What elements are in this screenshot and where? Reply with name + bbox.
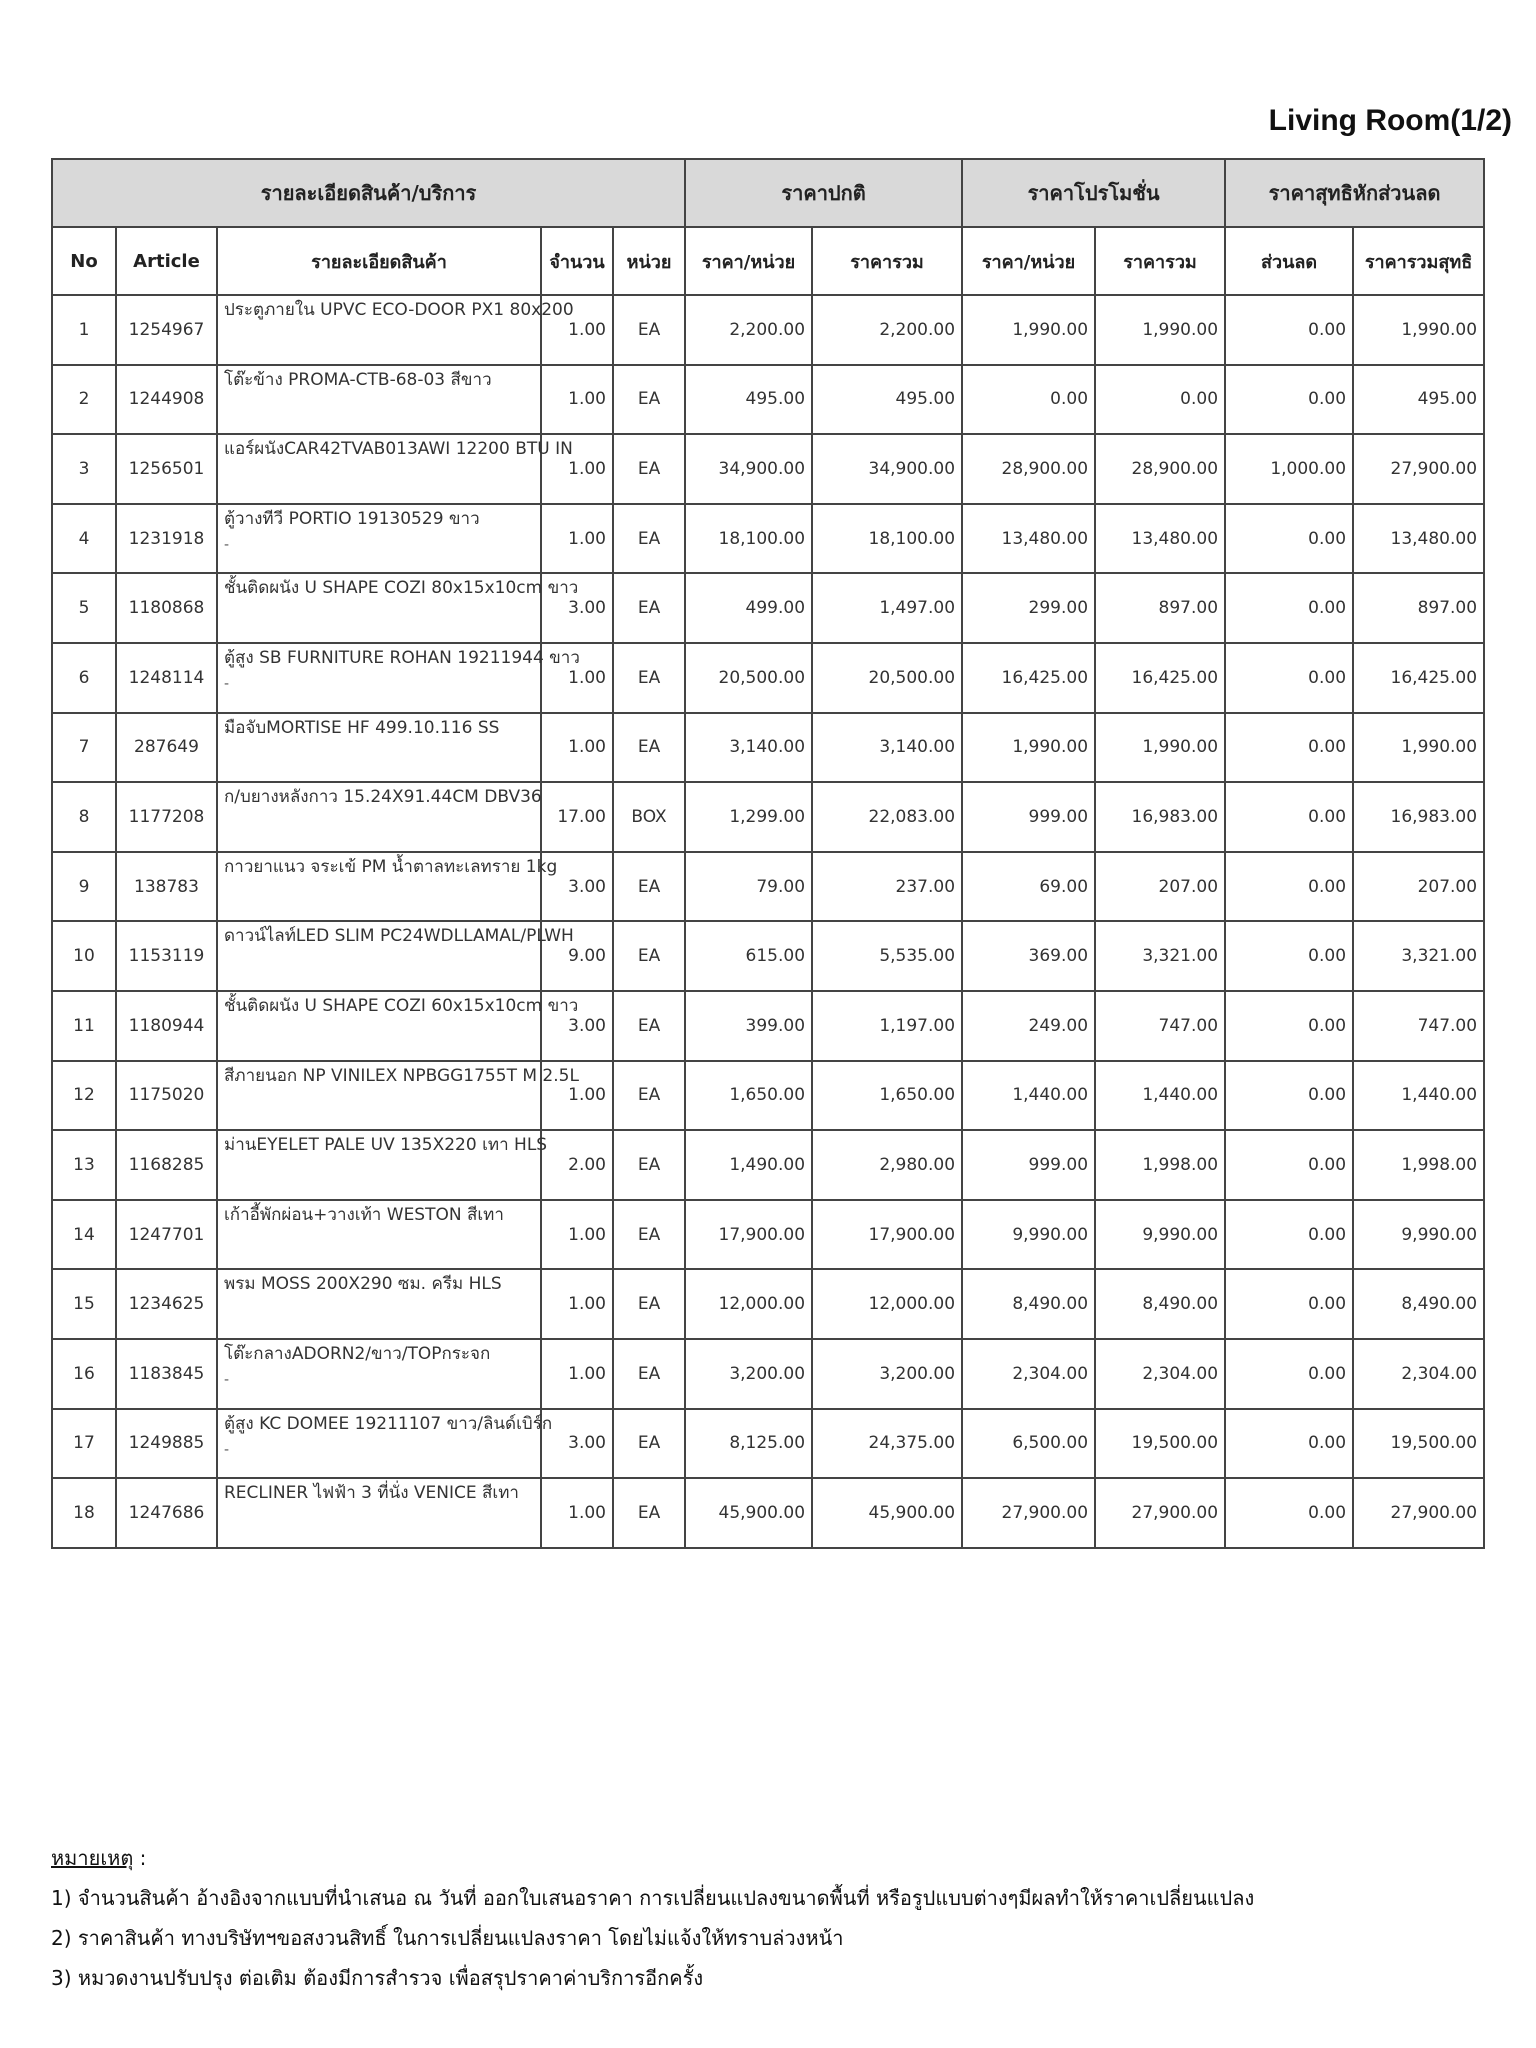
promo-unit-price-cell: 2,304.00 (962, 1339, 1095, 1409)
quantity-cell: 2.00 (541, 1130, 613, 1200)
table-row (52, 1061, 1484, 1131)
description-text: ม่านEYELET PALE UV 135X220 เทา HLS (224, 1135, 548, 1156)
table-row (52, 643, 1484, 713)
row-number-cell: 11 (52, 991, 116, 1061)
item-description-cell (217, 1409, 553, 1479)
quantity-cell: 1.00 (541, 504, 613, 574)
description-continuation: - (224, 1371, 230, 1388)
quantity-cell: 1.00 (541, 713, 613, 783)
column-header: ราคารวมสุทธิ (1353, 227, 1484, 295)
promo-total-price-cell: 9,990.00 (1095, 1200, 1225, 1270)
quantity-cell: 1.00 (541, 1200, 613, 1270)
description-text: ตู้สูง SB FURNITURE ROHAN 19211944 ขาว (224, 647, 580, 668)
group-header-row (52, 159, 1484, 227)
item-description-cell (217, 434, 573, 504)
discount-cell: 0.00 (1225, 1339, 1353, 1409)
article-code-cell: 1183845 (116, 1339, 217, 1409)
quantity-cell: 1.00 (541, 365, 613, 435)
article-code-cell: 1244908 (116, 365, 217, 435)
row-number-cell: 1 (52, 295, 116, 365)
article-code-cell: 1247686 (116, 1478, 217, 1548)
promo-total-price-cell: 747.00 (1095, 991, 1225, 1061)
table-row (52, 295, 1484, 365)
table-row (52, 1269, 1484, 1339)
quantity-cell: 3.00 (541, 1409, 613, 1479)
promo-unit-price-cell: 8,490.00 (962, 1269, 1095, 1339)
unit-price-cell: 1,490.00 (685, 1130, 812, 1200)
discount-cell: 0.00 (1225, 782, 1353, 852)
item-description-cell (217, 852, 558, 922)
page-title: Living Room(1/2) (1268, 104, 1512, 137)
column-header-row (52, 227, 1484, 295)
article-code-cell: 1168285 (116, 1130, 217, 1200)
total-price-cell: 1,650.00 (812, 1061, 962, 1131)
row-number-cell: 17 (52, 1409, 116, 1479)
description-text: ก/บยางหลังกาว 15.24X91.44CM DBV36 (224, 787, 542, 808)
total-price-cell: 1,497.00 (812, 573, 962, 643)
unit-price-cell: 17,900.00 (685, 1200, 812, 1270)
column-header: ราคารวม (1095, 227, 1225, 295)
promo-total-price-cell: 0.00 (1095, 365, 1225, 435)
promo-unit-price-cell: 999.00 (962, 1130, 1095, 1200)
description-text: ประตูภายใน UPVC ECO-DOOR PX1 80x200 (224, 300, 574, 320)
total-price-cell: 2,200.00 (812, 295, 962, 365)
total-price-cell: 18,100.00 (812, 504, 962, 574)
description-text: พรม MOSS 200X290 ซม. ครีม HLS (224, 1274, 502, 1295)
table-row (52, 921, 1484, 991)
unit-cell: EA (613, 921, 685, 991)
item-description-cell (217, 1269, 541, 1339)
article-code-cell: 1248114 (116, 643, 217, 713)
description-text: โต๊ะกลางADORN2/ขาว/TOPกระจก (224, 1343, 491, 1364)
unit-cell: EA (613, 1269, 685, 1339)
table-row (52, 852, 1484, 922)
total-price-cell: 34,900.00 (812, 434, 962, 504)
promo-unit-price-cell: 28,900.00 (962, 434, 1095, 504)
promo-unit-price-cell: 1,990.00 (962, 713, 1095, 783)
total-price-cell: 1,197.00 (812, 991, 962, 1061)
unit-price-cell: 615.00 (685, 921, 812, 991)
net-total-cell: 2,304.00 (1353, 1339, 1484, 1409)
discount-cell: 0.00 (1225, 991, 1353, 1061)
row-number-cell: 16 (52, 1339, 116, 1409)
group-header-net-price: ราคาสุทธิหักส่วนลด (1225, 159, 1484, 227)
unit-cell: BOX (613, 782, 685, 852)
notes-title: หมายเหตุ (51, 1846, 134, 1870)
total-price-cell: 495.00 (812, 365, 962, 435)
item-description-cell (217, 1200, 541, 1270)
promo-total-price-cell: 3,321.00 (1095, 921, 1225, 991)
quantity-cell: 17.00 (541, 782, 613, 852)
unit-price-cell: 79.00 (685, 852, 812, 922)
quantity-cell: 1.00 (541, 1339, 613, 1409)
discount-cell: 0.00 (1225, 852, 1353, 922)
row-number-cell: 13 (52, 1130, 116, 1200)
discount-cell: 0.00 (1225, 1409, 1353, 1479)
discount-cell: 0.00 (1225, 1130, 1353, 1200)
discount-cell: 0.00 (1225, 295, 1353, 365)
discount-cell: 0.00 (1225, 365, 1353, 435)
promo-total-price-cell: 1,440.00 (1095, 1061, 1225, 1131)
table-row (52, 1130, 1484, 1200)
column-header: ราคารวม (812, 227, 962, 295)
net-total-cell: 1,990.00 (1353, 295, 1484, 365)
group-header-promo-price: ราคาโปรโมชั่น (962, 159, 1225, 227)
description-text: ดาวน์ไลท์LED SLIM PC24WDLLAMAL/PLWH (224, 926, 574, 947)
promo-unit-price-cell: 1,440.00 (962, 1061, 1095, 1131)
item-description-cell (217, 713, 541, 783)
note-item: 3) หมวดงานปรับปรุง ต่อเติม ต้องมีการสำรวจ เพื่อสรุปราคาค่าบริการอีกครั้ง (51, 1966, 704, 1990)
unit-price-cell: 3,140.00 (685, 713, 812, 783)
net-total-cell: 9,990.00 (1353, 1200, 1484, 1270)
promo-total-price-cell: 16,425.00 (1095, 643, 1225, 713)
total-price-cell: 3,140.00 (812, 713, 962, 783)
description-text: กาวยาแนว จระเข้ PM น้ำตาลทะเลทราย 1kg (224, 856, 558, 877)
row-number-cell: 4 (52, 504, 116, 574)
quantity-cell: 1.00 (541, 1269, 613, 1339)
description-text: ตู้วางทีวี PORTIO 19130529 ขาว (224, 508, 480, 529)
row-number-cell: 9 (52, 852, 116, 922)
notes-colon: : (133, 1846, 147, 1870)
total-price-cell: 24,375.00 (812, 1409, 962, 1479)
promo-total-price-cell: 1,990.00 (1095, 713, 1225, 783)
unit-price-cell: 499.00 (685, 573, 812, 643)
net-total-cell: 16,425.00 (1353, 643, 1484, 713)
promo-unit-price-cell: 6,500.00 (962, 1409, 1095, 1479)
column-header: จำนวน (541, 227, 613, 295)
column-header: ราคา/หน่วย (962, 227, 1095, 295)
description-text: โต๊ะข้าง PROMA-CTB-68-03 สีขาว (224, 369, 492, 390)
unit-price-cell: 1,650.00 (685, 1061, 812, 1131)
description-text: สีภายนอก NP VINILEX NPBGG1755T M 2.5L (224, 1065, 579, 1086)
article-code-cell: 1231918 (116, 504, 217, 574)
net-total-cell: 897.00 (1353, 573, 1484, 643)
quantity-cell: 9.00 (541, 921, 613, 991)
total-price-cell: 237.00 (812, 852, 962, 922)
discount-cell: 0.00 (1225, 1269, 1353, 1339)
item-description-cell (217, 573, 579, 643)
promo-unit-price-cell: 249.00 (962, 991, 1095, 1061)
discount-cell: 0.00 (1225, 713, 1353, 783)
discount-cell: 0.00 (1225, 1061, 1353, 1131)
article-code-cell: 1254967 (116, 295, 217, 365)
item-description-cell (217, 991, 579, 1061)
unit-price-cell: 399.00 (685, 991, 812, 1061)
net-total-cell: 16,983.00 (1353, 782, 1484, 852)
quantity-cell: 3.00 (541, 573, 613, 643)
total-price-cell: 22,083.00 (812, 782, 962, 852)
total-price-cell: 12,000.00 (812, 1269, 962, 1339)
unit-cell: EA (613, 1061, 685, 1131)
unit-cell: EA (613, 1339, 685, 1409)
discount-cell: 0.00 (1225, 1200, 1353, 1270)
table-row (52, 434, 1484, 504)
row-number-cell: 10 (52, 921, 116, 991)
item-description-cell (217, 365, 541, 435)
net-total-cell: 1,990.00 (1353, 713, 1484, 783)
promo-unit-price-cell: 13,480.00 (962, 504, 1095, 574)
description-text: ตู้สูง KC DOMEE 19211107 ขาว/ลินด์เบิร์ก (224, 1413, 553, 1434)
promo-unit-price-cell: 69.00 (962, 852, 1095, 922)
row-number-cell: 12 (52, 1061, 116, 1131)
note-item: 1) จำนวนสินค้า อ้างอิงจากแบบที่นำเสนอ ณ วันที่ ออกใบเสนอราคา การเปลี่ยนแปลงขนาดพื้นที่ หรือรูปแบบต่างๆมีผลทำให้ราคาเปลี่ยนแปลง (51, 1886, 1255, 1910)
quantity-cell: 1.00 (541, 295, 613, 365)
promo-unit-price-cell: 0.00 (962, 365, 1095, 435)
net-total-cell: 207.00 (1353, 852, 1484, 922)
row-number-cell: 14 (52, 1200, 116, 1270)
discount-cell: 0.00 (1225, 573, 1353, 643)
unit-cell: EA (613, 1409, 685, 1479)
row-number-cell: 6 (52, 643, 116, 713)
unit-cell: EA (613, 573, 685, 643)
column-header: รายละเอียดสินค้า (217, 227, 541, 295)
promo-total-price-cell: 2,304.00 (1095, 1339, 1225, 1409)
table-row (52, 1200, 1484, 1270)
unit-cell: EA (613, 365, 685, 435)
table-row (52, 573, 1484, 643)
promo-total-price-cell: 19,500.00 (1095, 1409, 1225, 1479)
net-total-cell: 495.00 (1353, 365, 1484, 435)
net-total-cell: 1,998.00 (1353, 1130, 1484, 1200)
description-text: RECLINER ไฟฟ้า 3 ที่นั่ง VENICE สีเทา (224, 1483, 519, 1504)
promo-total-price-cell: 8,490.00 (1095, 1269, 1225, 1339)
table-row (52, 504, 1484, 574)
unit-price-cell: 34,900.00 (685, 434, 812, 504)
table-row (52, 991, 1484, 1061)
column-header: ราคา/หน่วย (685, 227, 812, 295)
article-code-cell: 1177208 (116, 782, 217, 852)
promo-total-price-cell: 13,480.00 (1095, 504, 1225, 574)
row-number-cell: 3 (52, 434, 116, 504)
unit-price-cell: 2,200.00 (685, 295, 812, 365)
unit-cell: EA (613, 295, 685, 365)
row-number-cell: 2 (52, 365, 116, 435)
table-row (52, 1339, 1484, 1409)
total-price-cell: 5,535.00 (812, 921, 962, 991)
promo-unit-price-cell: 999.00 (962, 782, 1095, 852)
unit-cell: EA (613, 1130, 685, 1200)
promo-unit-price-cell: 16,425.00 (962, 643, 1095, 713)
net-total-cell: 27,900.00 (1353, 1478, 1484, 1548)
unit-cell: EA (613, 713, 685, 783)
unit-price-cell: 3,200.00 (685, 1339, 812, 1409)
row-number-cell: 7 (52, 713, 116, 783)
row-number-cell: 15 (52, 1269, 116, 1339)
description-continuation: - (224, 536, 230, 553)
promo-total-price-cell: 1,990.00 (1095, 295, 1225, 365)
note-item: 2) ราคาสินค้า ทางบริษัทฯขอสงวนสิทธิ์ ในการเปลี่ยนแปลงราคา โดยไม่แจ้งให้ทราบล่วงหน้า (51, 1926, 844, 1950)
discount-cell: 0.00 (1225, 921, 1353, 991)
promo-total-price-cell: 16,983.00 (1095, 782, 1225, 852)
item-description-cell (217, 782, 541, 852)
table-row (52, 782, 1484, 852)
item-description-cell (217, 1130, 548, 1200)
quantity-cell: 1.00 (541, 434, 613, 504)
promo-unit-price-cell: 1,990.00 (962, 295, 1095, 365)
item-description-cell (217, 504, 541, 574)
unit-cell: EA (613, 504, 685, 574)
unit-price-cell: 8,125.00 (685, 1409, 812, 1479)
item-description-cell (217, 1061, 579, 1131)
table-row (52, 713, 1484, 783)
description-continuation: - (224, 675, 230, 692)
net-total-cell: 13,480.00 (1353, 504, 1484, 574)
net-total-cell: 3,321.00 (1353, 921, 1484, 991)
article-code-cell: 287649 (116, 713, 217, 783)
row-number-cell: 5 (52, 573, 116, 643)
promo-total-price-cell: 28,900.00 (1095, 434, 1225, 504)
table-row (52, 1478, 1484, 1548)
group-header-normal-price: ราคาปกติ (685, 159, 962, 227)
column-header: หน่วย (613, 227, 685, 295)
total-price-cell: 3,200.00 (812, 1339, 962, 1409)
group-header-details: รายละเอียดสินค้า/บริการ (52, 159, 685, 227)
column-header: No (52, 227, 116, 295)
promo-unit-price-cell: 27,900.00 (962, 1478, 1095, 1548)
discount-cell: 0.00 (1225, 643, 1353, 713)
description-text: ชั้นติดผนัง U SHAPE COZI 60x15x10cm ขาว (224, 995, 579, 1016)
article-code-cell: 1175020 (116, 1061, 217, 1131)
total-price-cell: 45,900.00 (812, 1478, 962, 1548)
notes-section (51, 1838, 1491, 1998)
item-description-cell (217, 295, 574, 365)
promo-total-price-cell: 27,900.00 (1095, 1478, 1225, 1548)
net-total-cell: 8,490.00 (1353, 1269, 1484, 1339)
item-description-cell (217, 1478, 541, 1548)
column-header: Article (116, 227, 217, 295)
promo-total-price-cell: 897.00 (1095, 573, 1225, 643)
unit-cell: EA (613, 643, 685, 713)
unit-price-cell: 495.00 (685, 365, 812, 435)
description-continuation: - (224, 1441, 230, 1458)
item-description-cell (217, 1339, 541, 1409)
promo-unit-price-cell: 369.00 (962, 921, 1095, 991)
unit-cell: EA (613, 434, 685, 504)
net-total-cell: 27,900.00 (1353, 434, 1484, 504)
table-row (52, 1409, 1484, 1479)
item-description-cell (217, 921, 574, 991)
discount-cell: 0.00 (1225, 1478, 1353, 1548)
unit-cell: EA (613, 991, 685, 1061)
quantity-cell: 3.00 (541, 991, 613, 1061)
discount-cell: 0.00 (1225, 504, 1353, 574)
table-row (52, 365, 1484, 435)
row-number-cell: 8 (52, 782, 116, 852)
article-code-cell: 1180944 (116, 991, 217, 1061)
column-header: ส่วนลด (1225, 227, 1353, 295)
unit-cell: EA (613, 1478, 685, 1548)
discount-cell: 1,000.00 (1225, 434, 1353, 504)
net-total-cell: 1,440.00 (1353, 1061, 1484, 1131)
item-description-cell (217, 643, 580, 713)
unit-cell: EA (613, 852, 685, 922)
promo-unit-price-cell: 299.00 (962, 573, 1095, 643)
total-price-cell: 20,500.00 (812, 643, 962, 713)
quantity-cell: 1.00 (541, 643, 613, 713)
notes-heading (51, 1838, 1491, 1878)
unit-price-cell: 12,000.00 (685, 1269, 812, 1339)
article-code-cell: 1180868 (116, 573, 217, 643)
promo-unit-price-cell: 9,990.00 (962, 1200, 1095, 1270)
article-code-cell: 138783 (116, 852, 217, 922)
article-code-cell: 1234625 (116, 1269, 217, 1339)
quantity-cell: 1.00 (541, 1478, 613, 1548)
total-price-cell: 17,900.00 (812, 1200, 962, 1270)
quantity-cell: 3.00 (541, 852, 613, 922)
unit-price-cell: 45,900.00 (685, 1478, 812, 1548)
description-text: แอร์ผนังCAR42TVAB013AWI 12200 BTU IN (224, 439, 573, 460)
promo-total-price-cell: 1,998.00 (1095, 1130, 1225, 1200)
promo-total-price-cell: 207.00 (1095, 852, 1225, 922)
net-total-cell: 747.00 (1353, 991, 1484, 1061)
row-number-cell: 18 (52, 1478, 116, 1548)
unit-price-cell: 18,100.00 (685, 504, 812, 574)
net-total-cell: 19,500.00 (1353, 1409, 1484, 1479)
quotation-table (51, 158, 1485, 1549)
description-text: ชั้นติดผนัง U SHAPE COZI 80x15x10cm ขาว (224, 578, 579, 599)
article-code-cell: 1247701 (116, 1200, 217, 1270)
description-text: มือจับMORTISE HF 499.10.116 SS (224, 717, 500, 738)
description-text: เก้าอี้พักผ่อน+วางเท้า WESTON สีเทา (224, 1204, 504, 1225)
quantity-cell: 1.00 (541, 1061, 613, 1131)
article-code-cell: 1153119 (116, 921, 217, 991)
article-code-cell: 1256501 (116, 434, 217, 504)
unit-price-cell: 1,299.00 (685, 782, 812, 852)
unit-cell: EA (613, 1200, 685, 1270)
article-code-cell: 1249885 (116, 1409, 217, 1479)
unit-price-cell: 20,500.00 (685, 643, 812, 713)
total-price-cell: 2,980.00 (812, 1130, 962, 1200)
